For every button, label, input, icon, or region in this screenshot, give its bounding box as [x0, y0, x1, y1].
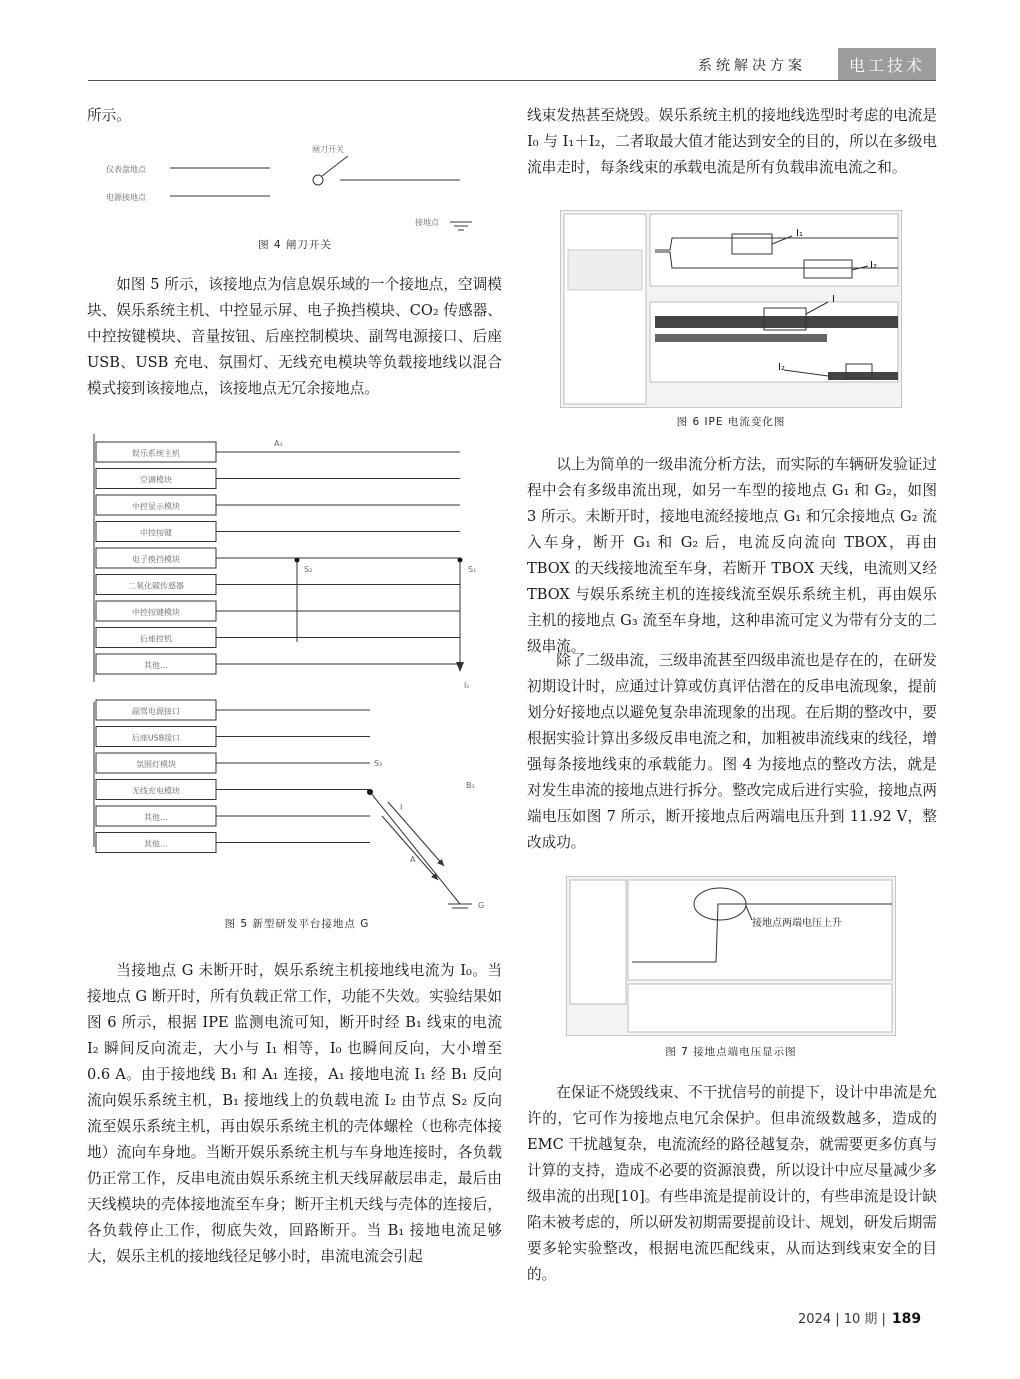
- fig4-label-2: 闸刀开关: [312, 145, 344, 154]
- figure-4-drawing: [100, 140, 490, 235]
- header-rule: [88, 80, 936, 81]
- fig5-s1: S₁: [468, 565, 477, 574]
- fig7-caption: 图 7 接地点端电压显示图: [665, 1046, 797, 1058]
- fig5-load-b-label-4: 其他…: [144, 813, 168, 822]
- fig5-i1: I₁: [464, 681, 470, 690]
- fig5-i: I: [400, 803, 403, 812]
- fig5-g: G: [478, 901, 485, 910]
- figure-6-drawing: [560, 210, 902, 408]
- fig5-load-a-label-6: 中控按键模块: [132, 608, 180, 617]
- page-number: 189: [891, 1311, 922, 1327]
- fig5-load-a-label-4: 电子换挡模块: [132, 555, 180, 564]
- journal-badge: 电工技术: [838, 48, 936, 80]
- figure-7: [566, 876, 896, 1062]
- left-p2: 当接地点 G 未断开时，娱乐系统主机接地线电流为 I₀。当接地点 G 断开时，所有负载正常工作，功能不失效。实验结果如图 6 所示，根据 IPE 监测电流可知，断开时经 B₁ 线束的电流 I₂ 瞬间反向流走，大小与 I₁ 相等，I₀ 也瞬间反向，大小增至 0.6 A。由于接地线 B₁ 和 A₁ 连接，A₁ 接地电流 I₁ 经 B₁ 反向流向娱乐系统主机，B₁ 接地线上的负载电流 I₂ 由节点 S₂ 反向流至娱乐系统主机，再由娱乐系统主机的壳体螺栓（也称壳体接地）流向车身地。当断开娱乐系统主机与车身地连接时，各负载仍正常工作，反串电流由娱乐系统主机天线屏蔽层串走，最后由天线模块的壳体接地流至车身；断开主机天线与壳体的连接后，各负载停止工作，彻底失效，回路断开。当 B₁ 接地电流足够大，娱乐主机的接地线径足够小时，串流电流会引起: [87, 962, 502, 1265]
- fig5-load-a-label-2: 中控显示模块: [132, 502, 180, 511]
- fig6-label-3: I₂: [778, 362, 785, 373]
- right-p0: 线束发热甚至烧毁。娱乐系统主机的接地线选型时考虑的电流是 I₀ 与 I₁＋I₂，二者取最大值才能达到安全的目的，所以在多级电流串走时，每条线束的承载电流是所有负载串流电流之和。: [527, 107, 937, 176]
- figure-4: [100, 140, 490, 260]
- fig5-load-a-label-5: 二氧化碳传感器: [128, 581, 184, 591]
- right-p1: 以上为简单的一级串流分析方法，而实际的车辆研发验证过程中会有多级串流出现，如另一车型的接地点 G₁ 和 G₂，如图 3 所示。未断开时，接地电流经接地点 G₁ 和冗余接地点 G₂ 流入车身，断开 G₁ 和 G₂ 后，电流反向流向 TBOX，再由 TBOX 的天线接地流至车身，若断开 TBOX 天线，电流则又经 TBOX 与娱乐系统主机的连接线流至娱乐系统主机，再由娱乐主机的接地点 G₃ 流至车身地，这种串流可定义为带有分支的二级串流。: [527, 456, 937, 655]
- fig5-a: A: [410, 855, 416, 864]
- fig5-load-a-label-7: 后座控机: [140, 634, 172, 644]
- fig5-load-a-label-3: 中控按键: [140, 528, 172, 538]
- fig5-b1: B₁: [466, 781, 475, 790]
- right-p2: 除了二级串流，三级串流甚至四级串流也是存在的，在研发初期设计时，应通过计算或仿真评估潜在的反串电流现象，提前划分好接地点以避免复杂串流现象的出现。在后期的整改中，要根据实验计算出多级反串电流之和，加粗被串流线束的线径，增强每条接地线束的承载能力。图 4 为接地点的整改方法，就是对发生串流的接地点进行拆分。整改完成后进行实验，接地点两端电压如图 7 所示，断开接地点后两端电压升到 11.92 V，整改成功。: [527, 652, 937, 851]
- fig5-load-a-label-8: 其他…: [144, 661, 168, 670]
- figure-6: [560, 210, 902, 432]
- fig5-load-a-label-1: 空调模块: [140, 475, 172, 485]
- page-footer: [798, 1308, 921, 1327]
- fig6-label-1: I₂: [870, 260, 877, 271]
- figure-5: [92, 432, 502, 942]
- fig5-load-b-label-3: 无线充电模块: [132, 786, 180, 796]
- fig6-label-0: I₁: [796, 228, 803, 239]
- fig6-label-2: I: [832, 294, 835, 305]
- figure-5-drawing: [92, 432, 502, 912]
- issue-label: 2024 | 10 期 |: [798, 1312, 886, 1327]
- figure-7-drawing: [566, 876, 896, 1036]
- right-p3: 在保证不烧毁线束、不干扰信号的前提下，设计中串流是允许的，它可作为接地点电冗余保护。但串流级数越多，造成的 EMC 干扰越复杂，电流流经的路径越复杂，就需要更多仿真与计算的支持，造成不必要的资源浪费，所以设计中应尽量减少多级串流的出现[10]。有些串流是提前设计的，有些串流是设计缺陷未被考虑的，所以研发初期需要提前设计、规划，研发后期需要多轮实验整改，根据电流匹配线束，从而达到线束安全的目的。: [527, 1084, 937, 1283]
- section-title: 系统解决方案: [698, 58, 806, 74]
- left-p1: 如图 5 所示，该接地点为信息娱乐域的一个接地点，空调模块、娱乐系统主机、中控显示屏、电子换挡模块、CO₂ 传感器、中控按键模块、音量按钮、后座控制模块、副驾电源接口、后座 USB、USB 充电、氛围灯、无线充电模块等负载接地线以混合模式接到该接地点，该接地点无冗余接地点。: [87, 276, 502, 397]
- fig5-load-b-label-0: 副驾电源接口: [132, 707, 180, 716]
- fig5-caption: 图 5 新型研发平台接地点 G: [224, 918, 370, 930]
- fig5-load-b-label-5: 其他…: [144, 839, 168, 849]
- fig4-caption: 图 4 闸刀开关: [258, 239, 332, 251]
- left-p0: 所示。: [87, 107, 131, 124]
- fig5-top-label: A₁: [274, 439, 283, 448]
- fig6-caption: 图 6 IPE 电流变化图: [676, 416, 786, 428]
- fig5-load-b-label-2: 氛围灯模块: [136, 760, 176, 769]
- fig5-s2: S₂: [304, 565, 313, 574]
- fig7-annotation: 接地点两端电压上升: [752, 918, 842, 929]
- fig4-label-3: 接地点: [415, 218, 439, 227]
- page-header: [0, 0, 1020, 90]
- fig5-load-b-label-1: 后座USB接口: [131, 733, 181, 743]
- fig4-label-1: 电源接地点: [106, 193, 146, 202]
- fig4-label-0: 仪表盘地点: [106, 165, 146, 174]
- fig5-load-a-label-0: 娱乐系统主机: [132, 449, 180, 458]
- fig5-s3: S₃: [374, 759, 383, 768]
